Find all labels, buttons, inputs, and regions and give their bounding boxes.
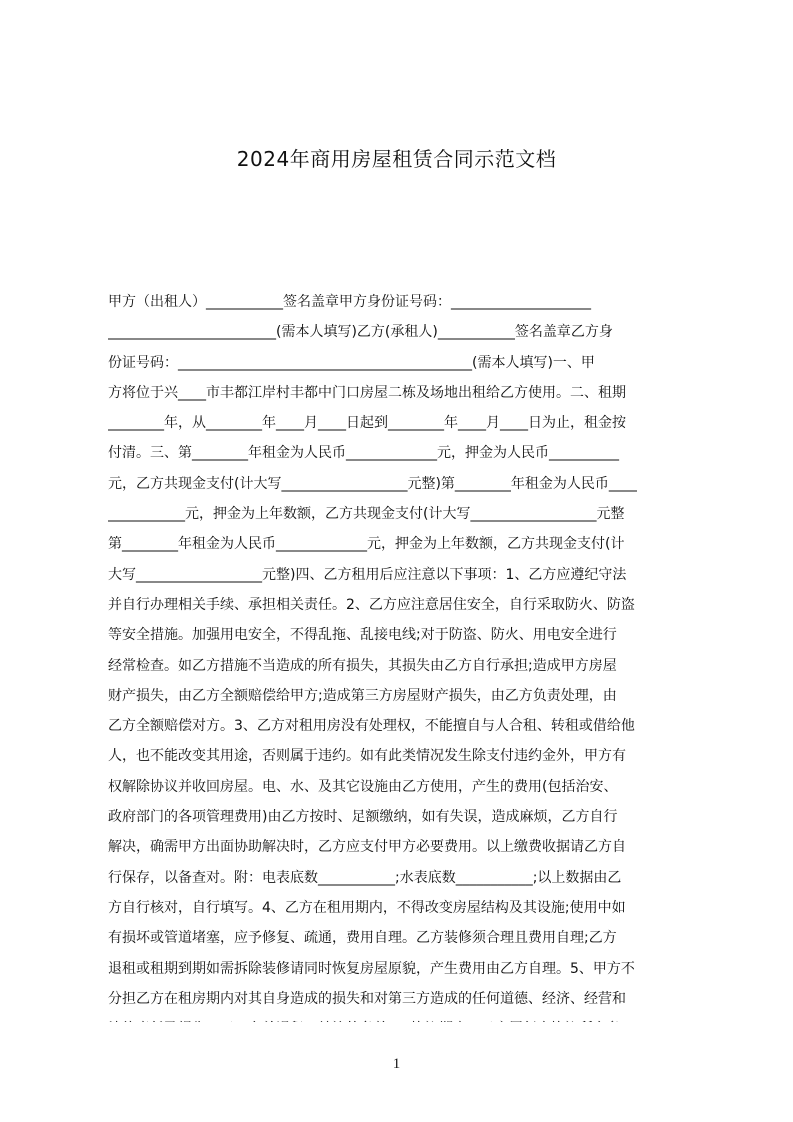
text-line: 并自行办理相关手续、承担相关责任。2、乙方应注意居住安全，自行采取防火、防盗: [108, 596, 635, 613]
text-line: 方自行核对，自行填写。4、乙方在租用期内，不得改变房屋结构及其设施;使用中如: [108, 899, 626, 916]
text-line: 人，也不能改变其用途，否则属于违约。如有此类情况发生除支付违约金外，甲方有: [108, 748, 626, 765]
text-line: 方将位于兴____市丰都江岸村丰都中门口房屋二栋及场地出租给乙方使用。二、租期: [108, 384, 626, 401]
text-line: 政府部门的各项管理费用)由乙方按时、足额缴纳，如有失误，造成麻烦，乙方自行: [108, 809, 618, 826]
text-line: 等安全措施。加强用电安全，不得乱拖、乱接电线;对于防盗、防火、用电安全进行: [108, 627, 617, 644]
document-body: [108, 287, 698, 1022]
text-line: 乙方全额赔偿对方。3、乙方对租用房没有处理权，不能擅自与人合租、转租或借给他: [108, 718, 635, 735]
text-line: 第________年租金为人民币_____________元，押金为上年数额，乙方共现金支付(计: [108, 536, 625, 553]
text-line: ___________元，押金为上年数额，乙方共现金支付(计大写__________________元整: [108, 506, 625, 523]
text-line: 付清。三、第________年租金为人民币_____________元，押金为人民币__________: [108, 445, 619, 462]
text-line: 行保存，以备查对。附：电表底数___________;水表底数___________;以上数据由乙: [108, 869, 622, 886]
text-line: 退租或租期到期如需拆除装修请同时恢复房屋原貌，产生费用由乙方自理。5、甲方不: [108, 960, 635, 977]
text-line: ________年，从________年____月____日起到________年____月____日为止，租金按: [108, 415, 626, 432]
text-line: 甲方（出租人）___________签名盖章甲方身份证号码：____________________: [108, 294, 591, 310]
text-line: 解决，确需甲方出面协助解决时，乙方应支付甲方必要费用。以上缴费收据请乙方自: [108, 839, 626, 856]
page-title: 2024年商用房屋租赁合同示范文档: [236, 147, 557, 171]
text-line: [108, 1014, 698, 1022]
text-line: 经常检查。如乙方措施不当造成的所有损失，其损失由乙方自行承担;造成甲方房屋: [108, 657, 617, 674]
text-line: 大写__________________元整)四、乙方租用后应注意以下事项：1、乙方应遵纪守法: [108, 566, 627, 583]
page-number: 1: [392, 1056, 401, 1072]
text-line: 财产损失，由乙方全额赔偿给甲方;造成第三方房屋财产损失，由乙方负责处理，由: [108, 687, 617, 704]
text-line: 元，乙方共现金支付(计大写__________________元整)第________年租金为人民币____: [108, 475, 637, 492]
text-line: ________________________(需本人填写)乙方(承租人)___________签名盖章乙方身: [108, 324, 613, 341]
text-line: 有损坏或管道堵塞，应予修复、疏通，费用自理。乙方装修须合理且费用自理;乙方: [108, 930, 617, 947]
text-line: 权解除协议并收回房屋。电、水、及其它设施由乙方使用，产生的费用(包括治安、: [108, 778, 618, 795]
text-line: 份证号码：__________________________________________(需本人填写)一、甲: [108, 354, 595, 371]
text-line: 分担乙方在租房期内对其自身造成的损失和对第三方造成的任何道德、经济、经营和: [108, 990, 626, 1007]
